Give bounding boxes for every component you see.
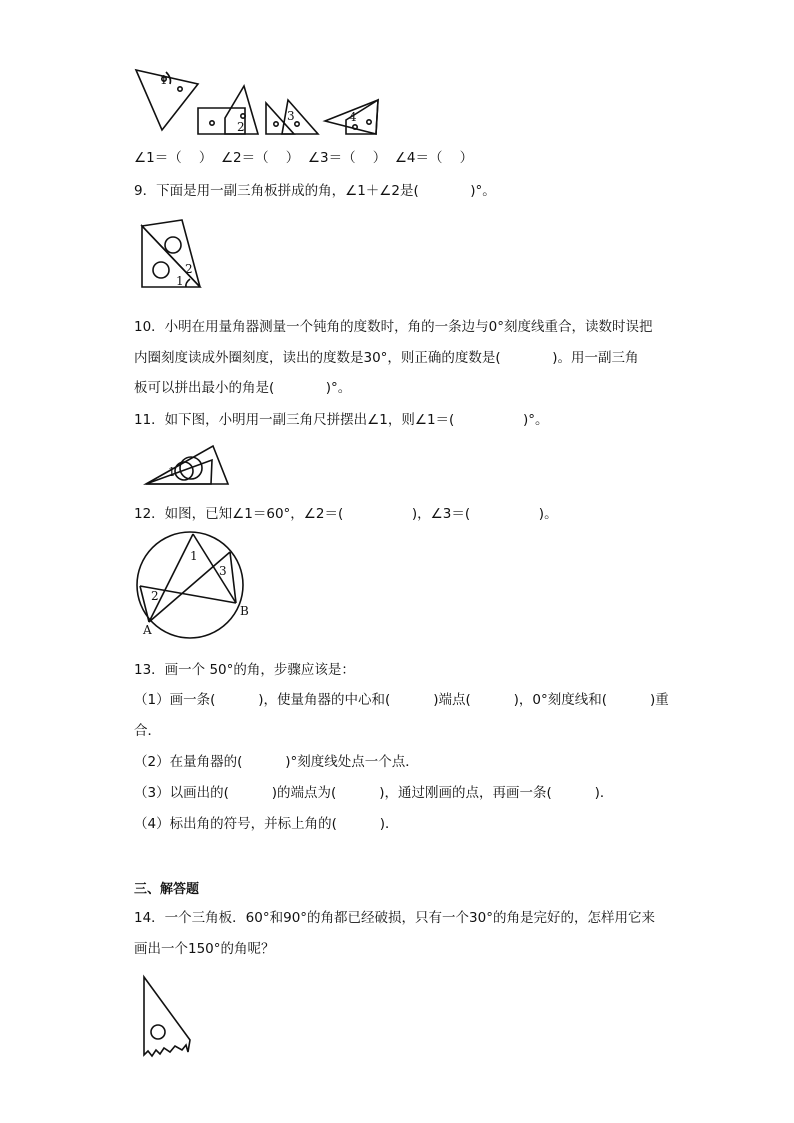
q12-fig-label-1: 1 <box>190 549 198 563</box>
q8-answer-line: ∠1＝（ ） ∠2＝（ ） ∠3＝（ ） ∠4＝（ ） <box>134 150 474 166</box>
q13-step1-line2: 合． <box>134 723 161 739</box>
q8-fig-label-1: 1 <box>160 73 168 87</box>
q13-step3: （3）以画出的( )的端点为( )，通过刚画的点，再画一条( )． <box>134 785 614 801</box>
q10-line-1: 10．小明在用量角器测量一个钝角的度数时，角的一条边与0°刻度线重合，读数时误把 <box>134 319 653 335</box>
q9-fig-label-1: 1 <box>176 274 184 288</box>
q8-fig-label-3: 3 <box>287 109 295 123</box>
q13-title: 13．画一个 50°的角，步骤应该是： <box>134 662 355 678</box>
q11-fig-label-1: 1 <box>168 465 176 479</box>
q13-step4: （4）标出角的符号，并标上角的( )． <box>134 816 399 832</box>
q13-step1-line1: （1）画一条( )，使量角器的中心和( )端点( )，0°刻度线和( )重 <box>134 692 669 708</box>
q12-text: 12．如图，已知∠1＝60°，∠2＝( )，∠3＝( )。 <box>134 506 558 522</box>
q10-line-3: 板可以拼出最小的角是( )°。 <box>134 380 352 396</box>
q14-line-2: 画出一个150°的角呢？ <box>134 941 275 957</box>
q14-line-1: 14．一个三角板．60°和90°的角都已经破损，只有一个30°的角是完好的，怎样用它来 <box>134 910 655 926</box>
q12-fig-label-2: 2 <box>151 589 159 603</box>
q10-line-2: 内圈刻度读成外圈刻度，读出的度数是30°，则正确的度数是( )。用一副三角 <box>134 350 639 366</box>
q9-fig-label-2: 2 <box>185 262 193 276</box>
q13-step2: （2）在量角器的( )°刻度线处点一个点． <box>134 754 419 770</box>
q12-fig-label-3: 3 <box>219 564 227 578</box>
q8-fig-label-4: 4 <box>349 110 357 124</box>
q11-text: 11．如下图，小明用一副三角尺拼摆出∠1，则∠1＝( )°。 <box>134 412 549 428</box>
q12-fig-label-B: B <box>240 604 249 618</box>
q9-text: 9．下面是用一副三角板拼成的角，∠1＋∠2是( )°。 <box>134 183 496 199</box>
q12-fig-label-A: A <box>143 623 152 637</box>
q8-fig-label-2: 2 <box>237 120 245 134</box>
section3-title: 三、解答题 <box>134 882 200 897</box>
